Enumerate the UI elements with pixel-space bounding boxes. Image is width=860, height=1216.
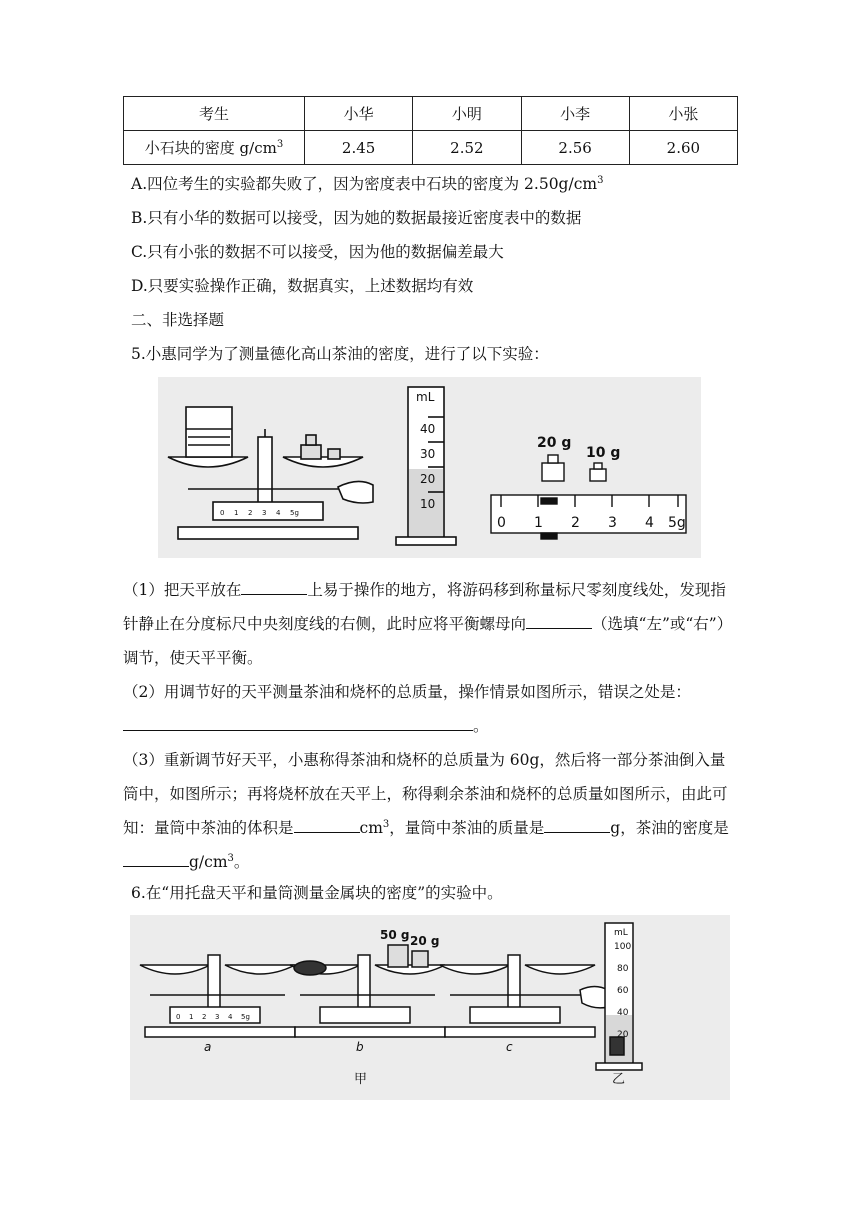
balance-tick-3: 3 <box>215 1013 220 1021</box>
q6-figure-drawing <box>130 915 730 1100</box>
balance-tick-4: 4 <box>276 509 281 517</box>
balance-tick-2: 2 <box>202 1013 207 1021</box>
option-d: D.只要实验操作正确，数据真实，上述数据均有效 <box>131 277 474 295</box>
balance-b <box>290 945 445 1037</box>
q5-title: 5.小惠同学为了测量德化高山茶油的密度，进行了以下实验： <box>131 345 549 363</box>
table-header-cell: 小李 <box>521 97 629 131</box>
cylinder-tick-30: 30 <box>420 447 436 461</box>
cylinder-tick-60: 60 <box>617 986 629 996</box>
balance-tick-0: 0 <box>176 1013 181 1021</box>
cylinder-tick-100: 100 <box>614 942 632 952</box>
option-b: B.只有小华的数据可以接受，因为她的数据最接近密度表中的数据 <box>131 209 582 227</box>
cylinder-tick-80: 80 <box>617 964 629 974</box>
rider-scale <box>491 495 686 539</box>
label-jia: 甲 <box>354 1072 368 1087</box>
cylinder-unit: mL <box>614 928 628 938</box>
table-cell: 2.56 <box>521 131 629 165</box>
q6-title: 6.在“用托盘天平和量筒测量金属块的密度”的实验中。 <box>131 884 503 902</box>
q6-figure <box>130 915 730 1100</box>
table-header-cell: 考生 <box>124 97 305 131</box>
cylinder-tick-40: 40 <box>617 1008 629 1018</box>
cylinder-tick-20: 20 <box>617 1030 629 1040</box>
answer-blank[interactable] <box>241 576 307 595</box>
table-header-cell: 小华 <box>305 97 413 131</box>
balance-illustration <box>168 407 373 539</box>
weight-20g-label: 20 g <box>537 435 572 451</box>
ruler-tick-1: 1 <box>534 515 543 531</box>
table-header-cell: 小张 <box>629 97 737 131</box>
option-c: C.只有小张的数据不可以接受，因为他的数据偏差最大 <box>131 243 504 261</box>
label-yi: 乙 <box>612 1072 626 1087</box>
q5-part1: （1）把天平放在 上易于操作的地方，将游码移到称量标尺零刻度线处，发现指针静止在分度标尺中央刻度线的右侧，此时应将平衡螺母向 （选填“左”或“右”）调节，使天平平衡。 <box>123 573 735 675</box>
ruler-tick-4: 4 <box>645 515 654 531</box>
label-c: c <box>506 1040 513 1054</box>
table-header-cell: 小明 <box>413 97 521 131</box>
balance-tick-1: 1 <box>189 1013 194 1021</box>
balance-tick-3: 3 <box>262 509 267 517</box>
table-cell: 2.60 <box>629 131 737 165</box>
option-a: A.四位考生的实验都失败了，因为密度表中石块的密度为 $2.50g/cm^3$ <box>131 174 604 193</box>
balance-tick-5g: 5g <box>241 1013 250 1021</box>
balance-a <box>140 955 295 1037</box>
weight-50g-label: 50 g <box>380 928 410 942</box>
cylinder-tick-40: 40 <box>420 422 436 436</box>
table-row-label: 小石块的密度 $g/cm^3$ <box>124 131 305 165</box>
answer-blank[interactable] <box>123 712 473 731</box>
answer-blank[interactable] <box>294 814 360 833</box>
answer-blank[interactable] <box>544 814 610 833</box>
q5-part2: （2）用调节好的天平测量茶油和烧杯的总质量，操作情景如图所示，错误之处是：。 <box>123 683 691 735</box>
balance-tick-0: 0 <box>220 509 225 517</box>
cylinder-tick-10: 10 <box>420 497 436 511</box>
answer-blank[interactable] <box>526 610 592 629</box>
ruler-tick-3: 3 <box>608 515 617 531</box>
density-table <box>123 96 738 165</box>
q5-figure-drawing <box>158 377 701 558</box>
ruler-tick-2: 2 <box>571 515 580 531</box>
balance-tick-1: 1 <box>234 509 239 517</box>
cylinder-unit: mL <box>416 390 435 404</box>
q5-figure <box>158 377 701 558</box>
measuring-cylinder <box>396 387 456 545</box>
weight-20g-label: 20 g <box>410 934 440 948</box>
answer-blank[interactable] <box>123 848 189 867</box>
ruler-tick-5g: 5g <box>668 515 686 531</box>
ruler-tick-0: 0 <box>497 515 506 531</box>
label-b: b <box>356 1040 364 1054</box>
balance-tick-4: 4 <box>228 1013 233 1021</box>
table-row <box>124 131 738 165</box>
label-a: a <box>204 1040 212 1054</box>
q5-part3: （3）重新调节好天平，小惠称得茶油和烧杯的总质量为 60g，然后将一部分茶油倒入量筒中，如图所示；再将烧杯放在天平上，称得剩余茶油和烧杯的总质量如图所示，由此可知：量筒中茶油的体积是 $cm^3$，量筒中茶油的质量是 g，茶油的密度是$g/cm^3$。 <box>123 751 729 871</box>
table-cell: 2.45 <box>305 131 413 165</box>
section-title: 二、非选择题 <box>131 311 225 329</box>
balance-tick-5: 5g <box>290 509 299 517</box>
weight-10g-label: 10 g <box>586 445 621 461</box>
balance-tick-2: 2 <box>248 509 253 517</box>
cylinder-tick-20: 20 <box>420 472 436 486</box>
balance-c <box>440 955 608 1037</box>
table-header-row <box>124 97 738 131</box>
table-cell: 2.52 <box>413 131 521 165</box>
